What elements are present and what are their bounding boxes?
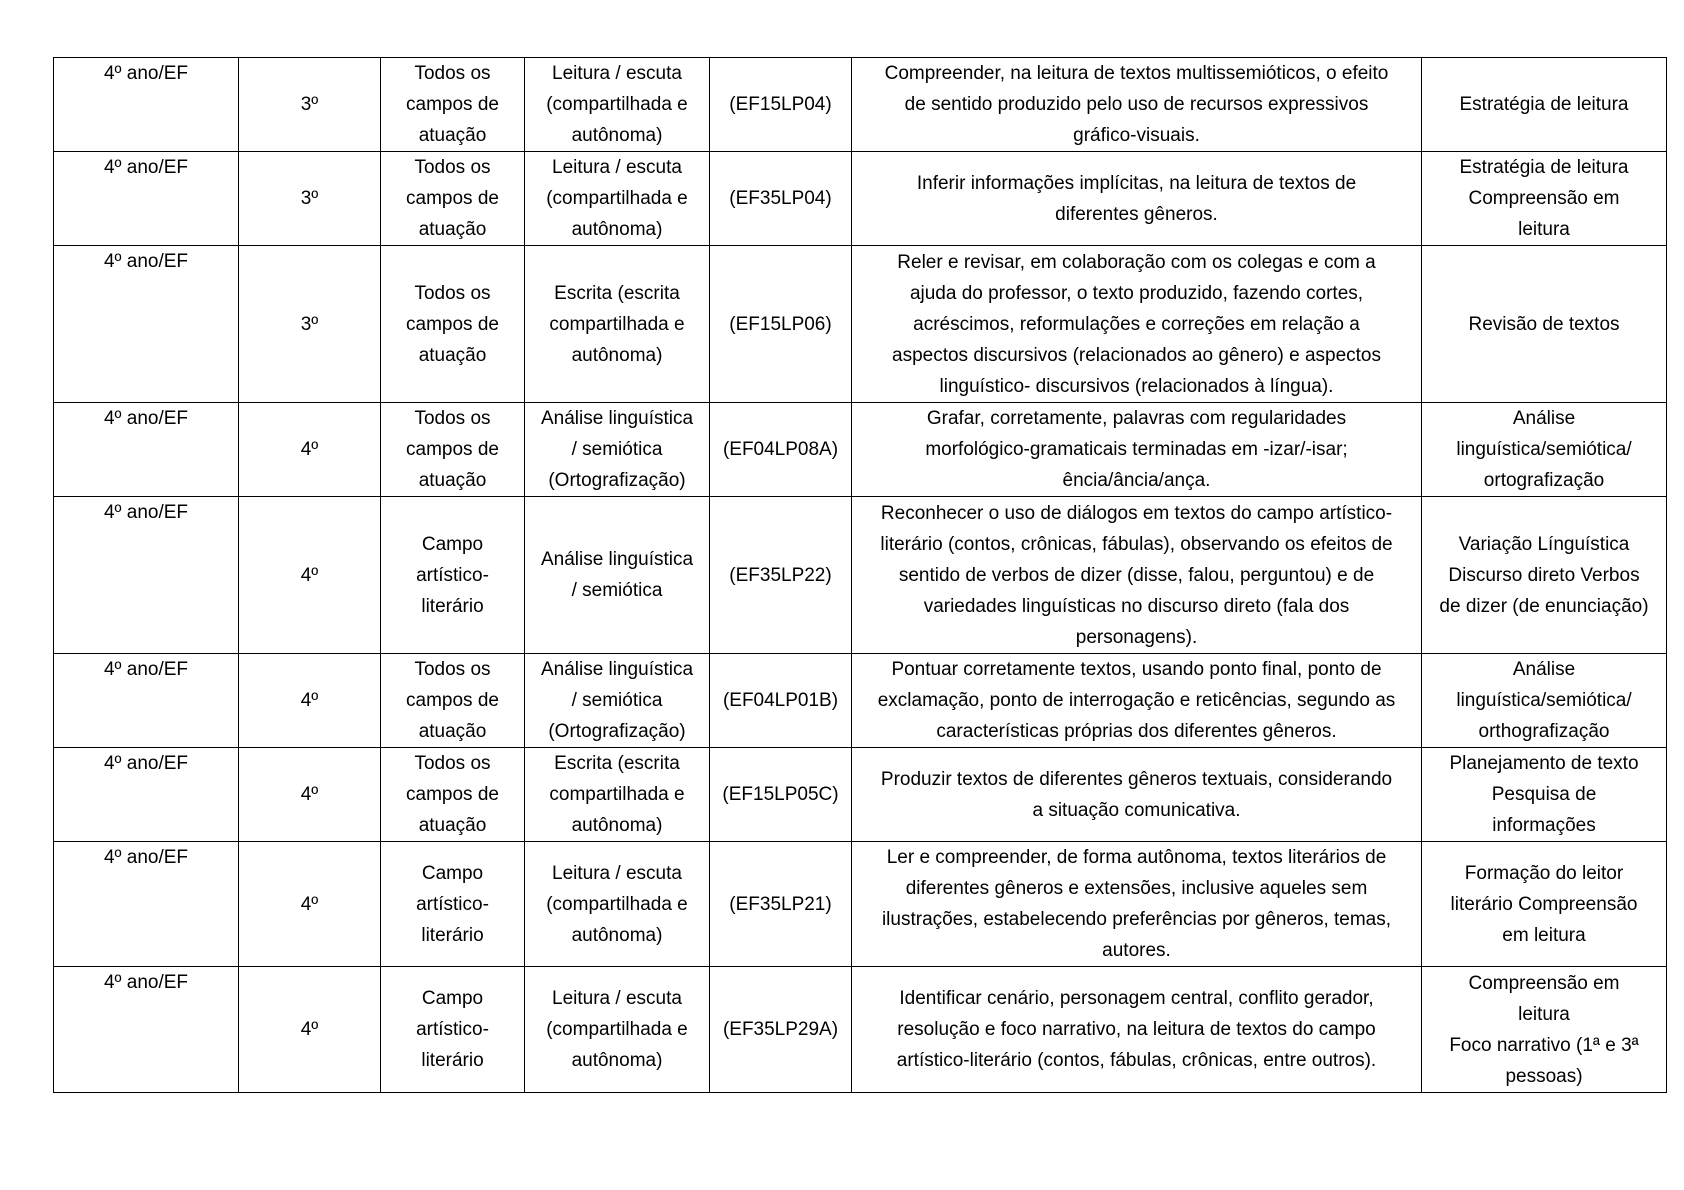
table-row <box>54 967 1667 1093</box>
cell-objeto: Planejamento de texto Pesquisa de informações <box>1422 748 1667 842</box>
cell-objeto: Análise linguística/semiótica/ orthografização <box>1422 654 1667 748</box>
cell-ano: 4º ano/EF <box>54 58 239 152</box>
cell-bimestre: 4º <box>239 842 381 967</box>
cell-ano: 4º ano/EF <box>54 246 239 403</box>
cell-objeto: Estratégia de leitura <box>1422 58 1667 152</box>
cell-pratica: Escrita (escrita compartilhada e autônoma) <box>525 748 710 842</box>
cell-bimestre: 4º <box>239 654 381 748</box>
cell-pratica: Leitura / escuta (compartilhada e autônoma) <box>525 967 710 1093</box>
cell-pratica: Análise linguística / semiótica (Ortografização) <box>525 654 710 748</box>
cell-ano: 4º ano/EF <box>54 842 239 967</box>
cell-habilidade: Pontuar corretamente textos, usando ponto final, ponto de exclamação, ponto de interrogação e reticências, segundo as características próprias dos diferentes gêneros. <box>852 654 1422 748</box>
cell-habilidade: Reler e revisar, em colaboração com os colegas e com a ajuda do professor, o texto produzido, fazendo cortes, acréscimos, reformulações e correções em relação a aspectos discursivos (relacionados ao gênero) e aspectos linguístico- discursivos (relacionados à língua). <box>852 246 1422 403</box>
table-row <box>54 497 1667 654</box>
table-row <box>54 842 1667 967</box>
table-row <box>54 403 1667 497</box>
table-row <box>54 58 1667 152</box>
cell-codigo: (EF35LP29A) <box>710 967 852 1093</box>
cell-codigo: (EF35LP04) <box>710 152 852 246</box>
cell-codigo: (EF04LP01B) <box>710 654 852 748</box>
cell-campo: Todos os campos de atuação <box>381 58 525 152</box>
cell-habilidade: Identificar cenário, personagem central, conflito gerador, resolução e foco narrativo, na leitura de textos do campo artístico-literário (contos, fábulas, crônicas, entre outros). <box>852 967 1422 1093</box>
cell-bimestre: 4º <box>239 748 381 842</box>
curriculum-table <box>53 57 1667 1093</box>
cell-codigo: (EF15LP04) <box>710 58 852 152</box>
cell-codigo: (EF15LP05C) <box>710 748 852 842</box>
cell-pratica: Leitura / escuta (compartilhada e autônoma) <box>525 58 710 152</box>
table-row <box>54 748 1667 842</box>
cell-ano: 4º ano/EF <box>54 654 239 748</box>
curriculum-page <box>53 57 1666 1093</box>
cell-campo: Todos os campos de atuação <box>381 152 525 246</box>
cell-campo: Campo artístico- literário <box>381 967 525 1093</box>
cell-campo: Campo artístico- literário <box>381 842 525 967</box>
cell-ano: 4º ano/EF <box>54 497 239 654</box>
cell-bimestre: 3º <box>239 246 381 403</box>
cell-campo: Todos os campos de atuação <box>381 654 525 748</box>
cell-ano: 4º ano/EF <box>54 403 239 497</box>
table-row <box>54 654 1667 748</box>
cell-ano: 4º ano/EF <box>54 967 239 1093</box>
cell-bimestre: 3º <box>239 152 381 246</box>
table-row <box>54 246 1667 403</box>
cell-habilidade: Inferir informações implícitas, na leitura de textos de diferentes gêneros. <box>852 152 1422 246</box>
cell-pratica: Escrita (escrita compartilhada e autônoma) <box>525 246 710 403</box>
cell-ano: 4º ano/EF <box>54 152 239 246</box>
cell-pratica: Análise linguística / semiótica (Ortografização) <box>525 403 710 497</box>
cell-campo: Todos os campos de atuação <box>381 246 525 403</box>
cell-ano: 4º ano/EF <box>54 748 239 842</box>
cell-pratica: Análise linguística / semiótica <box>525 497 710 654</box>
cell-campo: Campo artístico- literário <box>381 497 525 654</box>
cell-objeto: Variação Línguística Discurso direto Verbos de dizer (de enunciação) <box>1422 497 1667 654</box>
cell-campo: Todos os campos de atuação <box>381 403 525 497</box>
cell-codigo: (EF15LP06) <box>710 246 852 403</box>
cell-habilidade: Ler e compreender, de forma autônoma, textos literários de diferentes gêneros e extensões, inclusive aqueles sem ilustrações, estabelecendo preferências por gêneros, temas, autores. <box>852 842 1422 967</box>
cell-objeto: Formação do leitor literário Compreensão em leitura <box>1422 842 1667 967</box>
cell-habilidade: Reconhecer o uso de diálogos em textos do campo artístico- literário (contos, crônicas, fábulas), observando os efeitos de sentido de verbos de dizer (disse, falou, perguntou) e de variedades linguísticas no discurso direto (fala dos personagens). <box>852 497 1422 654</box>
cell-pratica: Leitura / escuta (compartilhada e autônoma) <box>525 152 710 246</box>
cell-objeto: Estratégia de leitura Compreensão em leitura <box>1422 152 1667 246</box>
cell-bimestre: 4º <box>239 497 381 654</box>
cell-bimestre: 4º <box>239 967 381 1093</box>
table-row <box>54 152 1667 246</box>
cell-habilidade: Grafar, corretamente, palavras com regularidades morfológico-gramaticais terminadas em -izar/-isar; ência/ância/ança. <box>852 403 1422 497</box>
cell-pratica: Leitura / escuta (compartilhada e autônoma) <box>525 842 710 967</box>
cell-objeto: Análise linguística/semiótica/ ortografização <box>1422 403 1667 497</box>
cell-codigo: (EF04LP08A) <box>710 403 852 497</box>
cell-objeto: Compreensão em leitura Foco narrativo (1ª e 3ª pessoas) <box>1422 967 1667 1093</box>
cell-codigo: (EF35LP21) <box>710 842 852 967</box>
cell-habilidade: Produzir textos de diferentes gêneros textuais, considerando a situação comunicativa. <box>852 748 1422 842</box>
cell-habilidade: Compreender, na leitura de textos multissemióticos, o efeito de sentido produzido pelo uso de recursos expressivos gráfico-visuais. <box>852 58 1422 152</box>
cell-bimestre: 3º <box>239 58 381 152</box>
cell-bimestre: 4º <box>239 403 381 497</box>
cell-campo: Todos os campos de atuação <box>381 748 525 842</box>
cell-objeto: Revisão de textos <box>1422 246 1667 403</box>
cell-codigo: (EF35LP22) <box>710 497 852 654</box>
